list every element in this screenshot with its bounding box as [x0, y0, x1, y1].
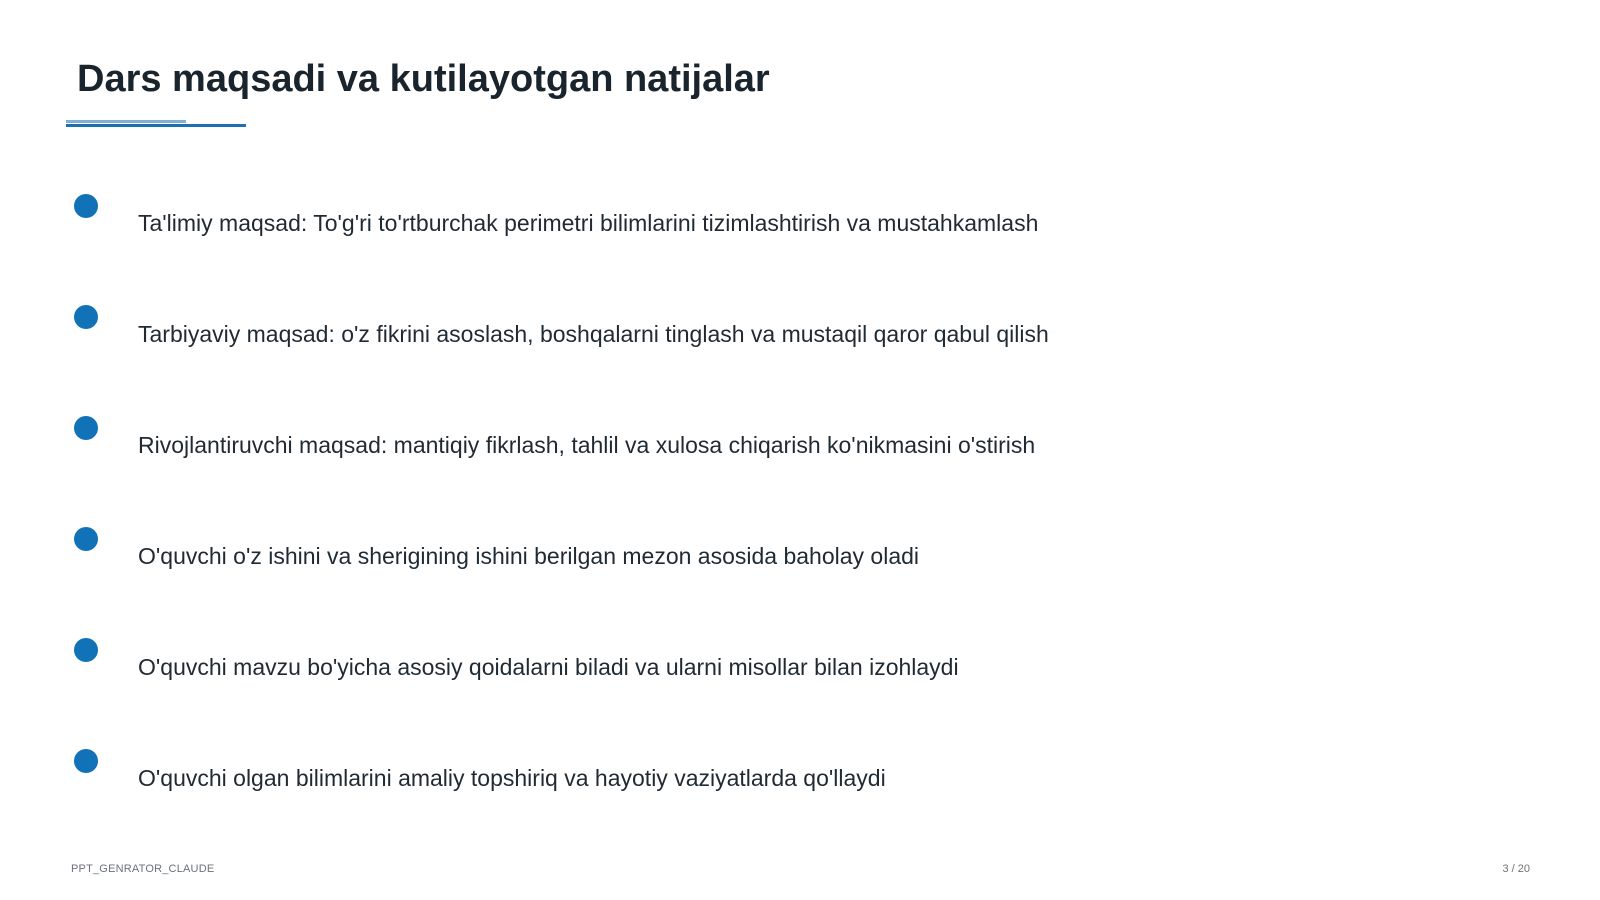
- bullet-dot-icon: [74, 749, 98, 773]
- bullet-dot-icon: [74, 416, 98, 440]
- page-indicator: 3 / 20: [1502, 863, 1530, 875]
- bullet-dot-icon: [74, 305, 98, 329]
- bullet-dot-icon: [74, 527, 98, 551]
- bullet-item: [0, 194, 1600, 274]
- bullet-item: [0, 749, 1600, 829]
- bullet-text: Rivojlantiruvchi maqsad: mantiqiy fikrlash, tahlil va xulosa chiqarish ko'nikmasini o'stirish: [138, 432, 1036, 458]
- bullet-text: O'quvchi olgan bilimlarini amaliy topshiriq va hayotiy vaziyatlarda qo'llaydi: [138, 765, 886, 791]
- bullet-text: O'quvchi o'z ishini va sherigining ishini berilgan mezon asosida baholay oladi: [138, 543, 920, 569]
- bullet-text: O'quvchi mavzu bo'yicha asosiy qoidalarni biladi va ularni misollar bilan izohlaydi: [138, 654, 959, 680]
- bullet-item: [0, 638, 1600, 718]
- bullet-text: Tarbiyaviy maqsad: o'z fikrini asoslash, boshqalarni tinglash va mustaqil qaror qabul qilish: [138, 321, 1049, 347]
- bullet-item: [0, 416, 1600, 496]
- bullet-item: [0, 305, 1600, 385]
- bullet-dot-icon: [74, 194, 98, 218]
- footer-label: PPT_GENRATOR_CLAUDE: [71, 863, 215, 875]
- bullet-item: [0, 527, 1600, 607]
- bullet-text: Ta'limiy maqsad: To'g'ri to'rtburchak perimetri bilimlarini tizimlashtirish va mustahkamlash: [138, 210, 1039, 236]
- bullet-dot-icon: [74, 638, 98, 662]
- slide-title: Dars maqsadi va kutilayotgan natijalar: [77, 58, 770, 100]
